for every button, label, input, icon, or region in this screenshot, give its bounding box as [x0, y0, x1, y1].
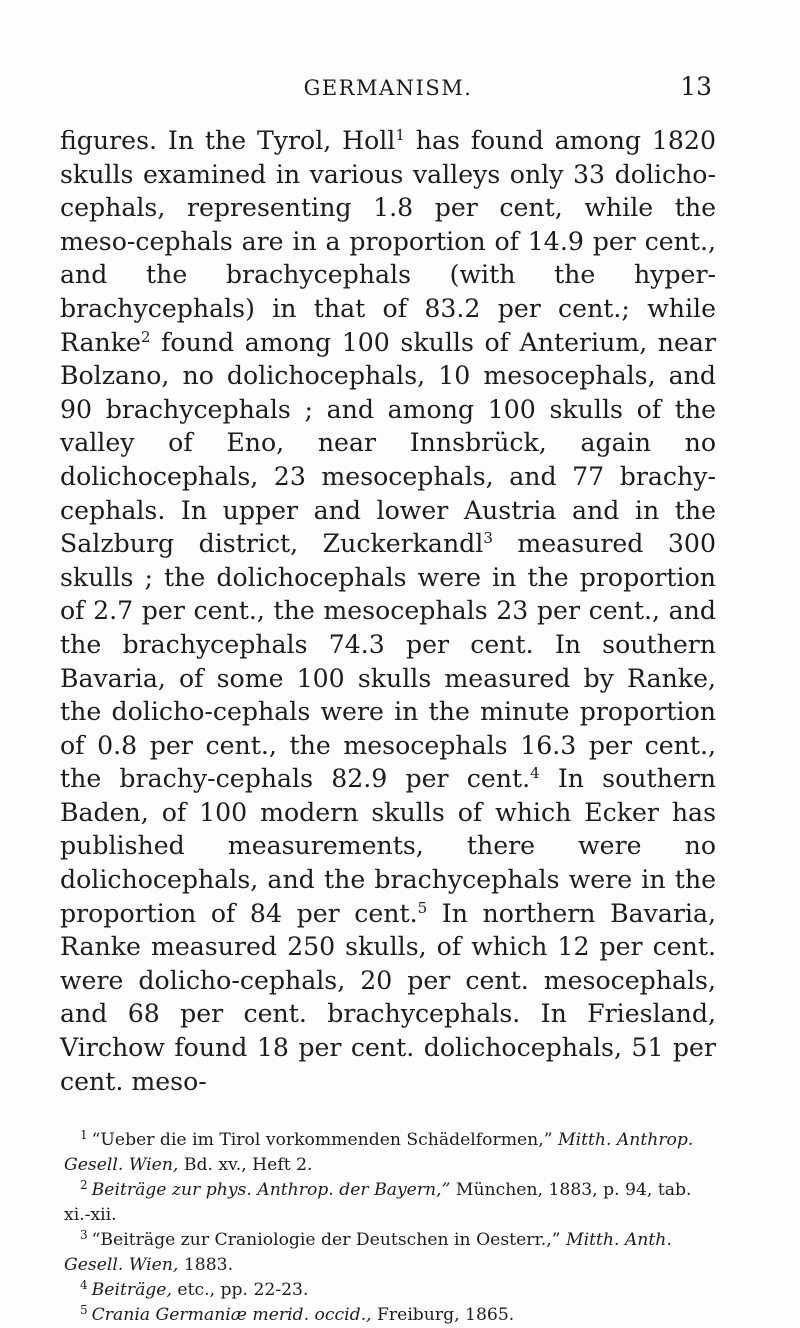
footnote-mark: 4 [80, 1278, 88, 1293]
footnote [60, 1178, 716, 1228]
footnote-rest: 1883. [183, 1255, 234, 1276]
footnote-title: Beiträge, [91, 1280, 172, 1301]
running-header [60, 72, 716, 112]
footnote-title: Beiträge zur phys. Anthrop. der Bayern,” [91, 1180, 451, 1201]
footnote-mark: 5 [80, 1303, 88, 1318]
text-segment: In northern Bavaria, Ranke measured 250 skulls, of which 12 per cent. were dolicho-cephals, 20 per cent. mesocephals, and 68 per cent. brachycephals. In Friesland, Virchow found 18 per cent. dolichocephals, 51 per cent. meso- [60, 898, 716, 1096]
footnote-ref: 5 [417, 898, 428, 917]
footnote-ref: 3 [483, 529, 493, 548]
footnote-ref: 4 [530, 764, 540, 783]
footnote-mark: 1 [80, 1128, 88, 1143]
footnote-ref: 2 [140, 327, 151, 346]
footnote-ref: 1 [395, 126, 405, 144]
footnote-title: “Beiträge zur Craniologie der Deutschen in Oesterr.,” [91, 1230, 561, 1251]
footnote-source: Mitth. Anthrop. Gesell. Wien, [64, 1130, 694, 1176]
footnotes [60, 1128, 716, 1328]
text-segment: found among 100 skulls of Anterium, near Bolzano, no dolichocephals, 10 mesocephals, and 90 brachycephals ; and among 100 skulls of the valley of Eno, near Innsbrück, again no dolichocephals, 23 mesocephals, and 77 brachy-cephals. In upper and lower Austria and in the Salzburg district, Zuckerkandl [60, 327, 716, 559]
footnote-title: Crania Germaniæ merid. occid., [91, 1305, 372, 1326]
footnote [60, 1128, 716, 1178]
text-segment: figures. In the Tyrol, Holl [60, 126, 396, 155]
footnote-rest: Freiburg, 1865. [377, 1305, 515, 1326]
footnote [60, 1278, 716, 1303]
footnote-rest: München, 1883, p. 94, tab. xi.-xii. [64, 1180, 692, 1226]
footnote-rest: Bd. xv., Heft 2. [183, 1155, 313, 1176]
footnote [60, 1303, 716, 1328]
book-page [60, 72, 716, 1328]
running-title: GERMANISM. [303, 76, 473, 100]
footnote-source: Mitth. Anth. Gesell. Wien, [64, 1230, 672, 1276]
footnote-mark: 2 [80, 1178, 88, 1193]
text-segment: has found among 1820 skulls examined in various valleys only 33 dolicho-cephals, representing 1.8 per cent, while the meso-cephals are in a proportion of 14.9 per cent., and the brachycephals (with the hyper-brachycephals) in that of 83.2 per cent.; while Ranke [60, 126, 716, 357]
page-number: 13 [680, 72, 712, 101]
text-segment: measured 300 skulls ; the dolichocephals were in the proportion of 2.7 per cent., the mesocephals 23 per cent., and the brachycephals 74.3 per cent. In southern Bavaria, of some 100 skulls measured by Ranke, the dolicho-cephals were in the minute proportion of 0.8 per cent., the mesocephals 16.3 per cent., the brachy-cephals 82.9 per cent. [60, 529, 716, 794]
footnote-mark: 3 [80, 1228, 88, 1243]
body-paragraph [60, 124, 716, 1098]
footnote-title: “Ueber die im Tirol vorkommenden Schädelformen,” [91, 1130, 553, 1151]
footnote [60, 1228, 716, 1278]
footnote-rest: etc., pp. 22-23. [177, 1280, 309, 1301]
text-segment: In southern Baden, of 100 modern skulls of which Ecker has published measurements, there were no dolichocephals, and the brachycephals were in the proportion of 84 per cent. [60, 764, 716, 928]
